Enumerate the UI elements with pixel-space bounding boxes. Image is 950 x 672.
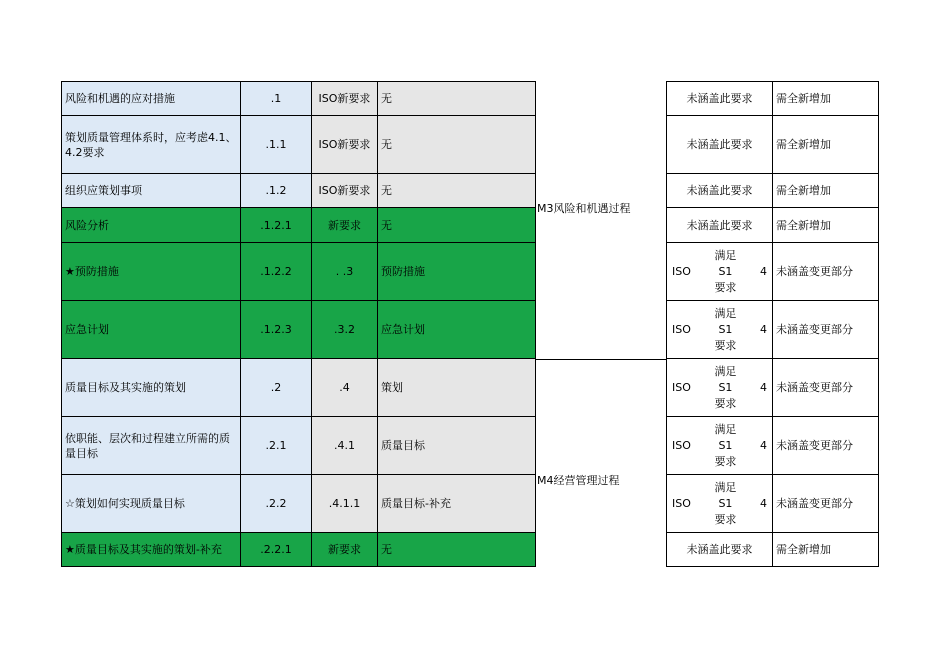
clause-number: .2.1: [241, 417, 312, 475]
action-required: 未涵盖变更部分: [773, 301, 879, 359]
clause-number: .1.2.1: [241, 208, 312, 243]
clause-number: .2.2: [241, 475, 312, 533]
table-row: [62, 116, 536, 174]
requirements-table: [61, 81, 536, 567]
iso-meet: 满足: [714, 480, 737, 494]
reference-clause: 新要求: [312, 208, 378, 243]
action-required: 未涵盖变更部分: [773, 475, 879, 533]
iso-s1: S1: [718, 322, 733, 336]
process-divider-line: [535, 359, 666, 360]
table-row: [667, 417, 879, 475]
table-row: [667, 82, 879, 116]
iso-meet: 满足: [714, 422, 737, 436]
iso-meet: 满足: [714, 306, 737, 320]
existing-content: 无: [378, 174, 536, 208]
coverage-status: 未涵盖此要求: [667, 116, 773, 174]
iso-label: ISO: [672, 439, 691, 452]
coverage-status: [667, 359, 773, 417]
table-row: [62, 301, 536, 359]
iso-number: 4: [759, 323, 767, 336]
reference-clause: ISO新要求: [312, 82, 378, 116]
clause-name: 依职能、层次和过程建立所需的质量目标: [62, 417, 241, 475]
action-required: 未涵盖变更部分: [773, 417, 879, 475]
existing-content: 预防措施: [378, 243, 536, 301]
iso-meet: 满足: [714, 248, 737, 262]
clause-number: .1.1: [241, 116, 312, 174]
action-required: 需全新增加: [773, 208, 879, 243]
table-row: [62, 475, 536, 533]
action-required: 未涵盖变更部分: [773, 243, 879, 301]
reference-clause: ISO新要求: [312, 174, 378, 208]
action-required: 需全新增加: [773, 533, 879, 567]
table-row: [62, 417, 536, 475]
iso-number: 4: [759, 381, 767, 394]
table-row: [667, 533, 879, 567]
table-row: [62, 82, 536, 116]
coverage-status: 未涵盖此要求: [667, 533, 773, 567]
iso-meet: 满足: [714, 364, 737, 378]
coverage-status: 未涵盖此要求: [667, 174, 773, 208]
action-required: 需全新增加: [773, 174, 879, 208]
coverage-status: [667, 475, 773, 533]
existing-content: 无: [378, 82, 536, 116]
clause-number: .1.2.2: [241, 243, 312, 301]
existing-content: 应急计划: [378, 301, 536, 359]
iso-s1: S1: [718, 496, 733, 510]
table-row: [667, 475, 879, 533]
coverage-status: [667, 243, 773, 301]
reference-clause: .4: [312, 359, 378, 417]
existing-content: 策划: [378, 359, 536, 417]
clause-name: ☆策划如何实现质量目标: [62, 475, 241, 533]
reference-clause: .4.1: [312, 417, 378, 475]
iso-s1: S1: [718, 380, 733, 394]
iso-requirement: 要求: [714, 396, 737, 410]
existing-content: 无: [378, 533, 536, 567]
table-row: [62, 208, 536, 243]
iso-requirement: 要求: [714, 512, 737, 526]
clause-number: .2: [241, 359, 312, 417]
table-row: [667, 243, 879, 301]
clause-number: .1.2: [241, 174, 312, 208]
existing-content: 无: [378, 116, 536, 174]
clause-name: ★质量目标及其实施的策划-补充: [62, 533, 241, 567]
existing-content: 质量目标-补充: [378, 475, 536, 533]
iso-s1: S1: [718, 438, 733, 452]
table-row: [62, 533, 536, 567]
table-row: [62, 359, 536, 417]
coverage-status: 未涵盖此要求: [667, 208, 773, 243]
action-required: 需全新增加: [773, 82, 879, 116]
clause-name: ★预防措施: [62, 243, 241, 301]
process-label-m3: M3风险和机遇过程: [537, 202, 631, 215]
table-row: [667, 301, 879, 359]
iso-label: ISO: [672, 265, 691, 278]
table-row: [667, 359, 879, 417]
clause-name: 应急计划: [62, 301, 241, 359]
table-row: [667, 116, 879, 174]
iso-number: 4: [759, 265, 767, 278]
table-row: [667, 208, 879, 243]
reference-clause: .3.2: [312, 301, 378, 359]
clause-name: 组织应策划事项: [62, 174, 241, 208]
iso-number: 4: [759, 439, 767, 452]
clause-name: 策划质量管理体系时，应考虑4.1、4.2要求: [62, 116, 241, 174]
iso-label: ISO: [672, 497, 691, 510]
iso-s1: S1: [718, 264, 733, 278]
iso-label: ISO: [672, 381, 691, 394]
reference-clause: . .3: [312, 243, 378, 301]
compliance-table: [666, 81, 879, 567]
iso-number: 4: [759, 497, 767, 510]
clause-name: 风险和机遇的应对措施: [62, 82, 241, 116]
action-required: 未涵盖变更部分: [773, 359, 879, 417]
clause-number: .1.2.3: [241, 301, 312, 359]
reference-clause: .4.1.1: [312, 475, 378, 533]
existing-content: 无: [378, 208, 536, 243]
process-label-m4: M4经营管理过程: [537, 474, 620, 487]
clause-number: .2.2.1: [241, 533, 312, 567]
existing-content: 质量目标: [378, 417, 536, 475]
clause-name: 质量目标及其实施的策划: [62, 359, 241, 417]
table-row: [62, 243, 536, 301]
clause-number: .1: [241, 82, 312, 116]
iso-label: ISO: [672, 323, 691, 336]
action-required: 需全新增加: [773, 116, 879, 174]
table-row: [62, 174, 536, 208]
coverage-status: [667, 301, 773, 359]
coverage-status: [667, 417, 773, 475]
table-row: [667, 174, 879, 208]
coverage-status: 未涵盖此要求: [667, 82, 773, 116]
iso-requirement: 要求: [714, 454, 737, 468]
iso-requirement: 要求: [714, 280, 737, 294]
reference-clause: ISO新要求: [312, 116, 378, 174]
iso-requirement: 要求: [714, 338, 737, 352]
reference-clause: 新要求: [312, 533, 378, 567]
clause-name: 风险分析: [62, 208, 241, 243]
